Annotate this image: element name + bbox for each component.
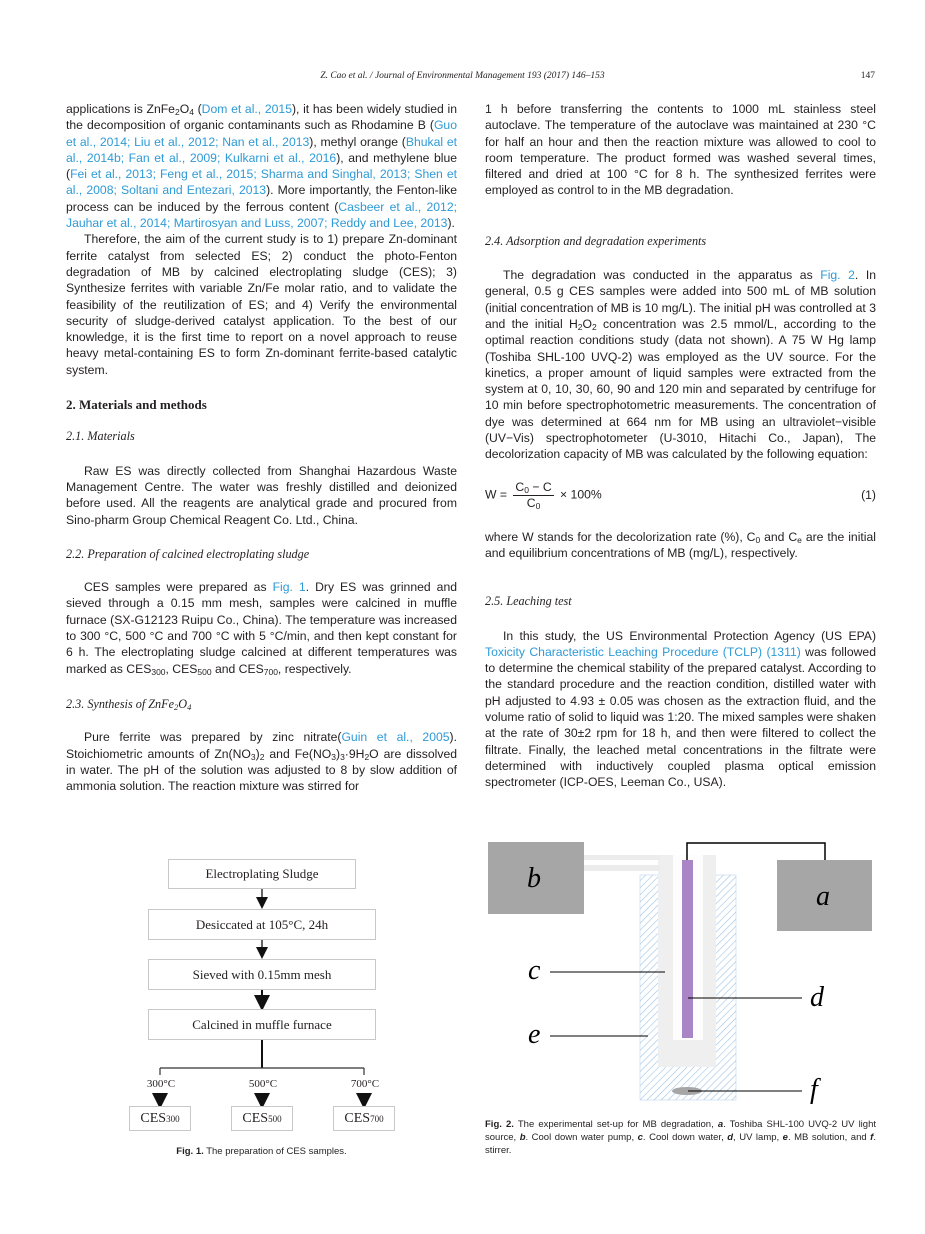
temperature-label: 500°C [248,1078,278,1090]
label-c: c [528,955,541,986]
synthesis-continued-paragraph: 1 h before transferring the contents to 1000 mL stainless steel autoclave. The temperature of the autoclave was maintained at 230 °C for half an hour and then the reaction mixture was allowed to cool to room temperature. The product formed was washed several times, filtered and dried at 100 °C for 8 h. The synthesized ferrites were employed as control to in the MB degradation. [485,102,876,198]
water-pipe [584,855,660,860]
ferrite-synthesis-paragraph: Pure ferrite was prepared by zinc nitrate(Guin et al., 2005). Stoichiometric amounts of $Zn(NO_3)_2$ and $Fe(NO_3)_3\cdot 9H_2O$ are dissolved in water. The pH of the solution was adjusted to 8 by slow addition of ammonia solution. The reaction mixture was stirred for [66,730,457,794]
flow-step: Electroplating Sludge [168,859,356,889]
reference-link[interactable]: Casbeer et al., 2012; Jauhar et al., 2014; Martirosyan and Luss, 2007; Reddy and Lee, 2013 [66,199,457,231]
degradation-paragraph: The degradation was conducted in the apparatus as Fig. 2. In general, 0.5 g CES samples were added into 500 mL of MB solution (initial concentration of MB is 10 mg/L). The initial pH was controlled at 3 and the initial $H_2O_2$ concentration was 2.5 mmol/L, according to the optimal reaction conditions study (data not shown). A 75 W Hg lamp (Toshiba SHL-100 UVQ-2) was employed as the UV source. For the kinetics, a proper amount of liquid samples were extracted from the system at 0, 10, 30, 60, 90 and 120 min and separated by centrifuge for 10 min before spectrophotometric measurements. The concentration of dye was determined at 664 nm for MB using an ultraviolet−visible (UV−Vis) spectrophotometer (U-3010, Hitachi Co., Japan), The decolorization capacity of MB was calculated by the following equation: [485,268,877,462]
label-a: a [816,881,830,912]
figure-link[interactable]: Fig. 2 [820,268,855,283]
reference-link[interactable]: Dom et al., 2015 [201,102,292,116]
equation-1: W = $\frac{C_0 - C}{C_0}$ × 100% (1) [485,480,876,512]
ces-sample-box: CES 700 [333,1106,395,1131]
subsection-heading: 2.1. Materials [66,429,135,444]
subsection-heading: 2.3. Synthesis of $ZnFe_2O_4$ [66,696,192,712]
label-d: d [810,982,824,1013]
subsection-heading: 2.2. Preparation of calcined electroplating sludge [66,546,310,561]
flow-step: Desiccated at 105°C, 24h [148,909,376,940]
reference-link[interactable]: Guo et al., 2014; Liu et al., 2012; Nan et al., 2013 [66,118,457,149]
materials-paragraph: Raw ES was directly collected from Shanghai Hazardous Waste Management Centre. The water was freshly distilled and deionized before used. All the reagents are analytical grade and procured from Sino-pharm Group Chemical Reagent Co. Ltd., China. [66,463,457,527]
flow-step: Calcined in muffle furnace [148,1009,376,1040]
subsection-heading: 2.5. Leaching test [485,594,572,609]
figure-link[interactable]: Fig. 1 [272,580,306,595]
label-e: e [528,1019,541,1050]
journal-citation: Z. Cao et al. / Journal of Environmental Management 193 (2017) 146–153 [320,71,605,81]
ces-sample-box: CES 500 [231,1106,293,1131]
reference-link[interactable]: Guin et al., 2005 [341,730,450,745]
figure-2-caption: Fig. 2. The experimental set-up for MB degradation, a. Toshiba SHL-100 UVQ-2 UV light source, b. Cool down water pump, c. Cool down water, d, UV lamp, e. MB solution, and f. stirrer. [485,1119,877,1156]
page-number: 147 [860,71,875,81]
equation-explanation: where W stands for the decolorization rate (%), $C_0$ and $C_e$ are the initial and equilibrium concentrations of MB (mg/L), respectively. [485,529,876,560]
intro-paragraph-1: applications is $ZnFe_2O_4$ (Dom et al., 2015), it has been widely studied in the decomposition of organic contaminants such as Rhodamine B (Guo et al., 2014; Liu et al., 2012; Nan et al., 2013), methyl orange (Bhukal et al., 2014b; Fan et al., 2009; Kulkarni et al., 2016), and methylene blue (Fei et al., 2013; Feng et al., 2015; Sharma and Singhal, 2013; Shen et al., 2008; Soltani and Entezari, 2013). More importantly, the Fenton-like process can be induced by the ferrous content (Casbeer et al., 2012; Jauhar et al., 2014; Martirosyan and Luss, 2007; Reddy and Lee, 2013). [66,102,458,231]
uv-lamp [682,860,693,1038]
section-heading: 2. Materials and methods [66,397,207,413]
flow-step: Sieved with 0.15mm mesh [148,959,376,990]
water-pipe [584,865,660,871]
ces-preparation-paragraph: CES samples were prepared as Fig. 1. Dry ES was grinned and sieved through a 0.15 mm mesh, samples were calcined in muffle furnace (SX-G12123 Ruipu Co., China). The temperature was increased to 300 °C, 500 °C and 700 °C with 5 °C/min, and then kept constant for 6 h. The electroplating sludge calcined at different temperatures was marked as $CES_{300}$, $CES_{500}$ and $CES_{700}$, respectively. [66,580,457,677]
reference-link[interactable]: Fei et al., 2013; Feng et al., 2015; Sharma and Singhal, 2013; Shen et al., 2008; Soltani and Entezari, 2013 [66,167,457,198]
leaching-paragraph: In this study, the US Environmental Protection Agency (US EPA) Toxicity Characteristic Leaching Procedure (TCLP) (1311) was followed to determine the chemical stability of the prepared catalyst. According to the standard procedure and the reaction condition, distilled water with pH adjusted to 4.93 ± 0.05 was chosen as the extraction fluid, and the volume ratio of solid to liquid was 1:20. The mixed samples were shaken at the rate of 30±2 rpm for 18 h, and then were filtered to collect the filtrate. Finally, the leached metal concentrations in the filtrate were determined with inductively coupled plasma optical emission spectrometer (ICP-OES, Leeman Co., USA). [485,628,876,790]
reference-link[interactable]: Toxicity Characteristic Leaching Procedure (TCLP) (1311) [485,644,801,659]
figure-1-caption: Fig. 1. The preparation of CES samples. [176,1146,347,1157]
label-f: f [810,1074,818,1105]
reference-link[interactable]: Bhukal et al., 2014b; Fan et al., 2009; Kulkarni et al., 2016 [66,134,458,165]
label-b: b [527,863,541,894]
ces-sample-box: CES 300 [129,1106,191,1131]
subsection-heading: 2.4. Adsorption and degradation experiments [485,233,707,248]
fraction: $\frac{C_0 - C}{C_0}$ [515,480,552,512]
intro-paragraph-2: Therefore, the aim of the current study is to 1) prepare Zn-dominant ferrite catalyst from selected ES; 2) conduct the photo-Fenton degradation of MB by calcined electroplating sludge (CES); 3) Synthesize ferrites with variable Zn/Fe molar ratio, and to validate the feasibility of the reutilization of ES; and 4) Verify the environmental security of sludge-derived catalyst application. To the best of our knowledge, it is the first time to report on a novel approach to reuse heavy metal-containing ES to form Zn-dominant ferrite-based catalytic system. [66,232,457,377]
equation-number: (1) [861,488,876,503]
temperature-label: 700°C [350,1078,380,1090]
temperature-label: 300°C [146,1078,176,1090]
